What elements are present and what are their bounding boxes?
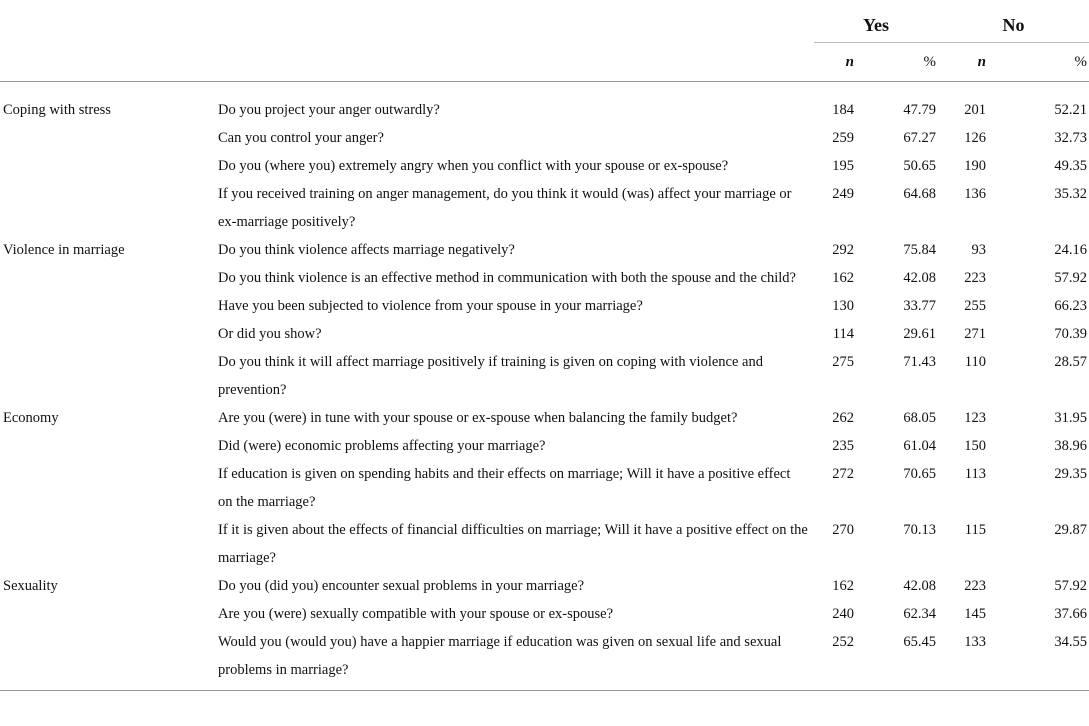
yes-n-cell: 235 [832,438,854,454]
category-cell [0,460,214,516]
question-cell: Or did you show? [218,326,322,342]
category-cell [0,292,214,320]
category-cell [0,432,214,460]
question-cell: Can you control your anger? [218,130,384,146]
no-n-cell: 93 [971,242,986,258]
no-pct-cell: 34.55 [988,628,1089,691]
question-cell: Do you (where you) extremely angry when you conflict with your spouse or ex-spouse? [218,158,729,174]
table-row [0,236,1089,264]
yes-n-cell: 272 [832,466,854,482]
no-pct-cell: 31.95 [1054,410,1087,426]
table-row [0,516,1089,572]
yes-n-cell: 162 [832,270,854,286]
question-cell: Do you think it will affect marriage positively if training is given on coping with violence and prevention? [218,354,763,398]
yes-pct-cell: 33.77 [903,298,936,314]
category-cell: Coping with stress [3,102,111,118]
no-pct-cell: 38.96 [1054,438,1087,454]
category-cell [0,264,214,292]
yes-n-cell: 275 [832,354,854,370]
table-row [0,292,1089,320]
no-n-cell: 133 [938,628,988,691]
no-pct-cell: 29.35 [1054,466,1087,482]
yes-n-cell: 259 [832,130,854,146]
header-blank-1 [0,43,214,82]
question-cell: Would you (would you) have a happier marriage if education was given on sexual life and sexual problems in marriage? [214,628,814,691]
table-row [0,628,1089,691]
header-row-columns [0,43,1089,82]
header-no-pct: % [988,43,1089,82]
yes-n-cell: 130 [832,298,854,314]
yes-pct-cell: 61.04 [903,438,936,454]
header-empty-question [214,0,814,43]
category-cell [0,124,214,152]
question-cell: Do you (did you) encounter sexual problems in your marriage? [218,578,585,594]
no-n-cell: 126 [964,130,986,146]
category-cell [0,516,214,572]
yes-pct-cell: 64.68 [903,186,936,202]
question-cell: Did (were) economic problems affecting your marriage? [218,438,546,454]
yes-pct-cell: 47.79 [903,102,936,118]
no-n-cell: 150 [964,438,986,454]
table-row [0,404,1089,432]
question-cell: Do you project your anger outwardly? [218,102,440,118]
no-n-cell: 123 [964,410,986,426]
yes-pct-cell: 67.27 [903,130,936,146]
table-row [0,180,1089,236]
table-row [0,264,1089,292]
yes-n-cell: 252 [814,628,856,691]
category-cell [0,320,214,348]
no-pct-cell: 35.32 [1054,186,1087,202]
yes-n-cell: 270 [832,522,854,538]
category-cell: Sexuality [3,578,58,594]
table-row [0,82,1089,125]
question-cell: If it is given about the effects of financial difficulties on marriage; Will it have a positive effect on the marriage? [218,522,808,566]
no-n-cell: 271 [964,326,986,342]
table-row [0,600,1089,628]
header-yes-pct: % [856,43,938,82]
no-pct-cell: 52.21 [1054,102,1087,118]
table-row [0,460,1089,516]
header-row-groups [0,0,1089,43]
category-cell: Violence in marriage [3,242,125,258]
no-n-cell: 255 [964,298,986,314]
header-no-label: No [1002,15,1025,35]
no-pct-cell: 66.23 [1054,298,1087,314]
category-cell [0,152,214,180]
category-cell [0,348,214,404]
yes-n-cell: 195 [832,158,854,174]
no-pct-cell: 29.87 [1054,522,1087,538]
category-cell: Economy [3,410,59,426]
no-n-cell: 145 [964,606,986,622]
yes-n-cell: 249 [832,186,854,202]
yes-pct-cell: 42.08 [903,270,936,286]
table-row [0,348,1089,404]
yes-n-cell: 162 [832,578,854,594]
table-body [0,82,1089,691]
yes-pct-cell: 70.65 [903,466,936,482]
header-yes [814,0,938,43]
table-row [0,320,1089,348]
no-pct-cell: 28.57 [1054,354,1087,370]
category-cell [0,180,214,236]
question-cell: Do you think violence is an effective method in communication with both the spouse and the child? [218,270,796,286]
no-pct-cell: 37.66 [1054,606,1087,622]
question-cell: Are you (were) sexually compatible with your spouse or ex-spouse? [218,606,614,622]
table-row [0,124,1089,152]
no-n-cell: 110 [964,354,986,370]
yes-n-cell: 114 [832,326,854,342]
yes-pct-cell: 42.08 [903,578,936,594]
category-cell [0,600,214,628]
table-row [0,572,1089,600]
no-n-cell: 201 [964,102,986,118]
yes-n-cell: 262 [832,410,854,426]
table-row [0,152,1089,180]
question-cell: Have you been subjected to violence from your spouse in your marriage? [218,298,643,314]
question-cell: Do you think violence affects marriage negatively? [218,242,515,258]
no-pct-cell: 49.35 [1054,158,1087,174]
no-pct-cell: 57.92 [1054,578,1087,594]
yes-n-cell: 240 [832,606,854,622]
no-n-cell: 190 [964,158,986,174]
no-n-cell: 223 [964,270,986,286]
yes-pct-cell: 70.13 [903,522,936,538]
yes-n-cell: 292 [832,242,854,258]
no-n-cell: 223 [964,578,986,594]
question-cell: Are you (were) in tune with your spouse or ex-spouse when balancing the family budget? [218,410,738,426]
header-yes-n: n [814,43,856,82]
yes-n-cell: 184 [832,102,854,118]
header-blank-2 [214,43,814,82]
question-cell: If education is given on spending habits and their effects on marriage; Will it have a positive effect on the marriage? [218,466,791,510]
no-pct-cell: 24.16 [1054,242,1087,258]
question-cell: If you received training on anger management, do you think it would (was) affect your marriage or ex-marriage positively? [218,186,792,230]
yes-pct-cell: 29.61 [903,326,936,342]
yes-pct-cell: 68.05 [903,410,936,426]
no-pct-cell: 70.39 [1054,326,1087,342]
category-cell [0,628,214,691]
header-yes-label: Yes [863,15,889,35]
no-pct-cell: 32.73 [1054,130,1087,146]
yes-pct-cell: 50.65 [903,158,936,174]
yes-pct-cell: 71.43 [903,354,936,370]
yes-pct-cell: 62.34 [903,606,936,622]
no-pct-cell: 57.92 [1054,270,1087,286]
no-n-cell: 136 [964,186,986,202]
yes-pct-cell: 75.84 [903,242,936,258]
header-empty-category [0,0,214,43]
no-n-cell: 115 [964,522,986,538]
yes-pct-cell: 65.45 [856,628,938,691]
table-row [0,432,1089,460]
header-no-n: n [938,43,988,82]
header-no [938,0,1089,43]
no-n-cell: 113 [964,466,986,482]
